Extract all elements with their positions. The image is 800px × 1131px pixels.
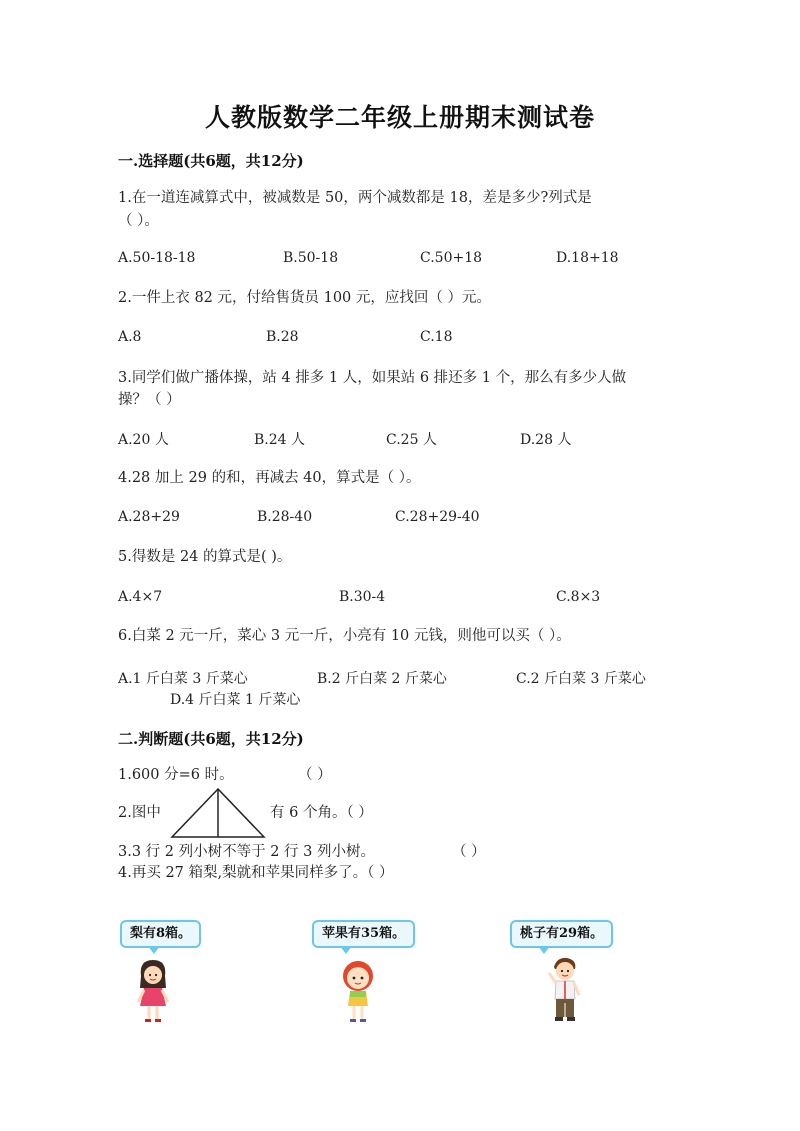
question-3-option-a: A.20 人 xyxy=(118,432,169,448)
section-heading-choice: 一.选择题(共6题，共12分) xyxy=(118,152,304,170)
question-2-option-a: A.8 xyxy=(118,329,142,345)
page-title: 人教版数学二年级上册期末测试卷 xyxy=(204,103,595,132)
question-1-text: 1.在一道连减算式中，被减数是 50，两个减数都是 18，差是多少?列式是 xyxy=(118,190,592,206)
question-5-option-c: C.8×3 xyxy=(556,589,601,605)
judgement-4-text: 4.再买 27 箱梨,梨就和苹果同样多了。（ ） xyxy=(118,865,394,881)
speech-bubble-apples: 苹果有35箱。 xyxy=(312,920,415,948)
judgement-1-paren: （ ） xyxy=(298,767,332,783)
speech-bubble-peaches: 桃子有29箱。 xyxy=(510,920,613,948)
triangle-figure xyxy=(170,787,266,839)
question-1-option-b: B.50-18 xyxy=(283,250,339,266)
question-6-option-a: A.1 斤白菜 3 斤菜心 xyxy=(118,671,248,687)
section-heading-judgement: 二.判断题(共6题，共12分) xyxy=(118,730,304,748)
speech-bubble-pears: 梨有8箱。 xyxy=(120,920,201,948)
question-2-option-c: C.18 xyxy=(420,329,453,345)
question-6-option-c: C.2 斤白菜 3 斤菜心 xyxy=(516,671,646,687)
question-2-option-b: B.28 xyxy=(266,329,299,345)
judgement-2-suffix: 有 6 个角。（ ） xyxy=(270,805,373,821)
question-6-option-d: D.4 斤白菜 1 斤菜心 xyxy=(170,692,301,708)
question-6-text: 6.白菜 2 元一斤，菜心 3 元一斤，小亮有 10 元钱，则他可以买（ ）。 xyxy=(118,628,571,644)
question-1-text-cont: （ ）。 xyxy=(118,213,159,229)
question-3-option-d: D.28 人 xyxy=(520,432,572,448)
question-5-option-b: B.30-4 xyxy=(339,589,386,605)
question-4-option-b: B.28-40 xyxy=(257,509,313,525)
boy-figure-icon xyxy=(545,955,585,1025)
question-5-text: 5.得数是 24 的算式是( )。 xyxy=(118,549,292,565)
question-1-option-c: C.50+18 xyxy=(420,250,483,266)
girl-with-red-hair-figure-icon xyxy=(338,958,378,1024)
judgement-3-paren: （ ） xyxy=(452,844,486,860)
girl-figure-icon xyxy=(133,958,173,1024)
question-6-option-b: B.2 斤白菜 2 斤菜心 xyxy=(317,671,447,687)
question-4-text: 4.28 加上 29 的和，再减去 40，算式是（ ）。 xyxy=(118,470,421,486)
judgement-2-prefix: 2.图中 xyxy=(118,805,161,821)
question-1-option-a: A.50-18-18 xyxy=(118,250,196,266)
judgement-3-text: 3.3 行 2 列小树不等于 2 行 3 列小树。 xyxy=(118,844,375,860)
question-3-text-cont: 操？（ ） xyxy=(118,392,181,408)
question-1-option-d: D.18+18 xyxy=(556,250,619,266)
question-4-option-c: C.28+29-40 xyxy=(395,509,480,525)
question-2-text: 2.一件上衣 82 元，付给售货员 100 元，应找回（ ）元。 xyxy=(118,290,492,306)
judgement-1-text: 1.600 分=6 时。 xyxy=(118,767,234,783)
question-4-option-a: A.28+29 xyxy=(118,509,180,525)
question-3-option-c: C.25 人 xyxy=(386,432,437,448)
question-3-text: 3.同学们做广播体操，站 4 排多 1 人，如果站 6 排还多 1 个，那么有多少人做 xyxy=(118,370,627,386)
question-3-option-b: B.24 人 xyxy=(254,432,306,448)
question-5-option-a: A.4×7 xyxy=(118,589,163,605)
